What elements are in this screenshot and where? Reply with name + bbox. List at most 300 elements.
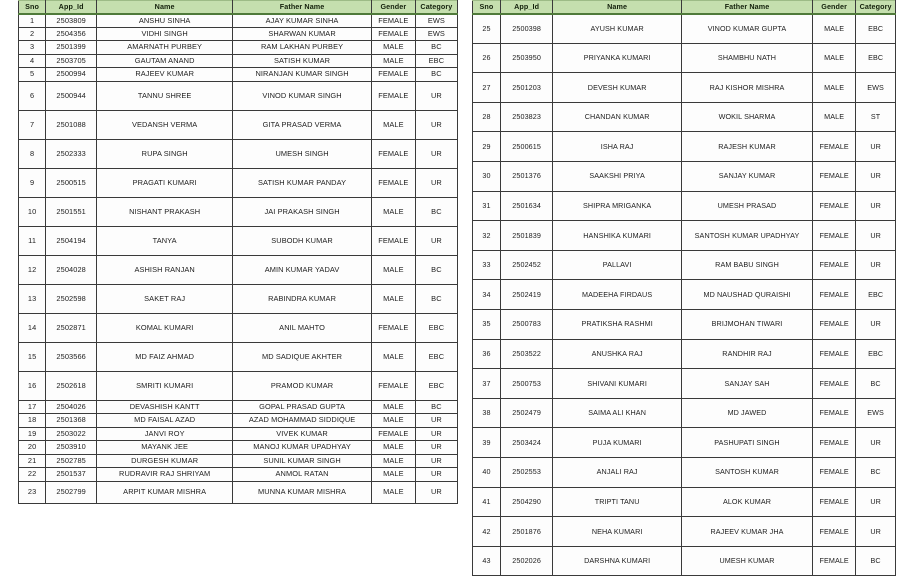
cell-gender: MALE <box>371 54 415 68</box>
cell-name: NISHANT PRAKASH <box>97 197 233 226</box>
cell-app-id: 2503823 <box>500 102 552 132</box>
table-row[interactable] <box>19 481 458 503</box>
cell-gender: MALE <box>371 342 415 371</box>
column-header-father-name[interactable]: Father Name <box>681 1 812 14</box>
cell-app-id: 2502026 <box>500 546 552 576</box>
left-table-pane <box>0 0 462 506</box>
cell-gender: FEMALE <box>371 139 415 168</box>
cell-father-name: SUBODH KUMAR <box>233 226 372 255</box>
table-row[interactable] <box>19 197 458 226</box>
table-row[interactable] <box>473 339 896 369</box>
cell-app-id: 2502479 <box>500 398 552 428</box>
column-header-sno[interactable]: Sno <box>19 1 46 14</box>
cell-sno: 43 <box>473 546 501 576</box>
cell-category: BC <box>415 255 457 284</box>
cell-name: JANVI ROY <box>97 427 233 441</box>
table-row[interactable] <box>473 369 896 399</box>
cell-app-id: 2503424 <box>500 428 552 458</box>
table-row[interactable] <box>473 221 896 251</box>
cell-category: ST <box>856 102 896 132</box>
cell-gender: MALE <box>371 41 415 55</box>
cell-app-id: 2503910 <box>46 441 97 455</box>
cell-name: DEVASHISH KANTT <box>97 400 233 414</box>
table-row[interactable] <box>473 132 896 162</box>
cell-gender: FEMALE <box>813 369 856 399</box>
table-row[interactable] <box>19 342 458 371</box>
cell-sno: 37 <box>473 369 501 399</box>
cell-father-name: ALOK KUMAR <box>681 487 812 517</box>
table-row[interactable] <box>19 400 458 414</box>
cell-gender: FEMALE <box>813 428 856 458</box>
cell-name: ASHISH RANJAN <box>97 255 233 284</box>
table-row[interactable] <box>19 81 458 110</box>
cell-gender: FEMALE <box>813 546 856 576</box>
cell-father-name: MANOJ KUMAR UPADHYAY <box>233 441 372 455</box>
cell-sno: 34 <box>473 280 501 310</box>
cell-father-name: SANJAY KUMAR <box>681 161 812 191</box>
cell-gender: MALE <box>371 284 415 313</box>
cell-category: EBC <box>415 371 457 400</box>
cell-gender: FEMALE <box>371 14 415 28</box>
cell-gender: FEMALE <box>813 132 856 162</box>
cell-name: NEHA KUMARI <box>553 517 682 547</box>
cell-app-id: 2501551 <box>46 197 97 226</box>
cell-app-id: 2501368 <box>46 414 97 428</box>
cell-name: ANUSHKA RAJ <box>553 339 682 369</box>
cell-name: RUDRAVIR RAJ SHRIYAM <box>97 468 233 482</box>
cell-gender: FEMALE <box>371 168 415 197</box>
cell-gender: MALE <box>371 400 415 414</box>
table-row[interactable] <box>473 73 896 103</box>
cell-name: VIDHI SINGH <box>97 27 233 41</box>
cell-name: RAJEEV KUMAR <box>97 68 233 82</box>
cell-category: UR <box>856 132 896 162</box>
table-row[interactable] <box>473 43 896 73</box>
cell-sno: 26 <box>473 43 501 73</box>
cell-sno: 3 <box>19 41 46 55</box>
cell-category: UR <box>415 427 457 441</box>
cell-name: ANSHU SINHA <box>97 14 233 28</box>
cell-name: MD FAIZ AHMAD <box>97 342 233 371</box>
column-header-sno[interactable]: Sno <box>473 1 501 14</box>
cell-father-name: VINOD KUMAR GUPTA <box>681 14 812 44</box>
cell-category: BC <box>415 68 457 82</box>
cell-name: ARPIT KUMAR MISHRA <box>97 481 233 503</box>
cell-sno: 16 <box>19 371 46 400</box>
table-row[interactable] <box>473 102 896 132</box>
cell-name: TANYA <box>97 226 233 255</box>
cell-gender: FEMALE <box>813 457 856 487</box>
cell-father-name: UMESH SINGH <box>233 139 372 168</box>
cell-father-name: JAI PRAKASH SINGH <box>233 197 372 226</box>
cell-sno: 23 <box>19 481 46 503</box>
cell-father-name: SANTOSH KUMAR <box>681 457 812 487</box>
cell-sno: 5 <box>19 68 46 82</box>
table-body-left <box>19 14 458 504</box>
table-row[interactable] <box>19 427 458 441</box>
cell-app-id: 2502452 <box>500 250 552 280</box>
cell-app-id: 2500944 <box>46 81 97 110</box>
cell-sno: 42 <box>473 517 501 547</box>
table-row[interactable] <box>19 14 458 28</box>
cell-gender: MALE <box>813 73 856 103</box>
cell-name: TANNU SHREE <box>97 81 233 110</box>
cell-sno: 6 <box>19 81 46 110</box>
table-row[interactable] <box>473 309 896 339</box>
cell-category: UR <box>856 517 896 547</box>
cell-category: BC <box>415 41 457 55</box>
cell-name: CHANDAN KUMAR <box>553 102 682 132</box>
cell-father-name: MD SADIQUE AKHTER <box>233 342 372 371</box>
cell-gender: FEMALE <box>813 398 856 428</box>
column-header-category[interactable]: Category <box>856 1 896 14</box>
table-row[interactable] <box>19 441 458 455</box>
cell-category: EWS <box>415 14 457 28</box>
cell-app-id: 2502799 <box>46 481 97 503</box>
cell-father-name: SHAMBHU NATH <box>681 43 812 73</box>
column-header-father-name[interactable]: Father Name <box>233 1 372 14</box>
cell-app-id: 2502785 <box>46 454 97 468</box>
cell-app-id: 2501088 <box>46 110 97 139</box>
cell-sno: 14 <box>19 313 46 342</box>
cell-name: PRATIKSHA RASHMI <box>553 309 682 339</box>
cell-category: UR <box>856 309 896 339</box>
table-row[interactable] <box>473 14 896 44</box>
cell-sno: 1 <box>19 14 46 28</box>
cell-father-name: ANMOL RATAN <box>233 468 372 482</box>
cell-father-name: SATISH KUMAR <box>233 54 372 68</box>
cell-name: AYUSH KUMAR <box>553 14 682 44</box>
column-header-gender[interactable]: Gender <box>813 1 856 14</box>
cell-gender: FEMALE <box>813 339 856 369</box>
cell-category: BC <box>415 284 457 313</box>
cell-father-name: RAJ KISHOR MISHRA <box>681 73 812 103</box>
table-row[interactable] <box>19 255 458 284</box>
column-header-app-id[interactable]: App_Id <box>46 1 97 14</box>
cell-app-id: 2500753 <box>500 369 552 399</box>
column-header-name[interactable]: Name <box>97 1 233 14</box>
cell-gender: FEMALE <box>813 191 856 221</box>
cell-gender: FEMALE <box>813 517 856 547</box>
table-row[interactable] <box>473 487 896 517</box>
cell-app-id: 2500783 <box>500 309 552 339</box>
cell-name: MADEEHA FIRDAUS <box>553 280 682 310</box>
cell-app-id: 2502553 <box>500 457 552 487</box>
cell-father-name: VIVEK KUMAR <box>233 427 372 441</box>
cell-category: BC <box>856 369 896 399</box>
cell-gender: FEMALE <box>371 313 415 342</box>
cell-sno: 30 <box>473 161 501 191</box>
cell-category: UR <box>856 428 896 458</box>
cell-category: EBC <box>415 313 457 342</box>
cell-name: RUPA SINGH <box>97 139 233 168</box>
cell-sno: 18 <box>19 414 46 428</box>
cell-category: EBC <box>856 43 896 73</box>
table-row[interactable] <box>473 280 896 310</box>
cell-sno: 36 <box>473 339 501 369</box>
cell-gender: MALE <box>813 102 856 132</box>
cell-father-name: AZAD MOHAMMAD SIDDIQUE <box>233 414 372 428</box>
cell-app-id: 2501376 <box>500 161 552 191</box>
cell-name: VEDANSH VERMA <box>97 110 233 139</box>
cell-name: SAIMA ALI KHAN <box>553 398 682 428</box>
cell-father-name: GITA PRASAD VERMA <box>233 110 372 139</box>
cell-category: UR <box>856 250 896 280</box>
cell-father-name: PASHUPATI SINGH <box>681 428 812 458</box>
cell-father-name: RAM LAKHAN PURBEY <box>233 41 372 55</box>
cell-category: EBC <box>856 14 896 44</box>
cell-category: UR <box>415 441 457 455</box>
cell-category: EBC <box>856 280 896 310</box>
table-row[interactable] <box>473 428 896 458</box>
cell-sno: 19 <box>19 427 46 441</box>
column-header-name[interactable]: Name <box>553 1 682 14</box>
cell-father-name: SHARWAN KUMAR <box>233 27 372 41</box>
cell-sno: 20 <box>19 441 46 455</box>
cell-category: UR <box>415 414 457 428</box>
cell-name: PUJA KUMARI <box>553 428 682 458</box>
table-row[interactable] <box>473 398 896 428</box>
table-row[interactable] <box>19 110 458 139</box>
cell-name: PRIYANKA KUMARI <box>553 43 682 73</box>
table-row[interactable] <box>19 371 458 400</box>
column-header-gender[interactable]: Gender <box>371 1 415 14</box>
table-row[interactable] <box>19 414 458 428</box>
cell-father-name: MUNNA KUMAR MISHRA <box>233 481 372 503</box>
cell-name: AMARNATH PURBEY <box>97 41 233 55</box>
cell-name: SHIPRA MRIGANKA <box>553 191 682 221</box>
cell-sno: 29 <box>473 132 501 162</box>
cell-sno: 40 <box>473 457 501 487</box>
cell-father-name: RAJEEV KUMAR JHA <box>681 517 812 547</box>
cell-sno: 41 <box>473 487 501 517</box>
cell-sno: 31 <box>473 191 501 221</box>
cell-sno: 27 <box>473 73 501 103</box>
cell-name: KOMAL KUMARI <box>97 313 233 342</box>
cell-app-id: 2503705 <box>46 54 97 68</box>
table-row[interactable] <box>19 139 458 168</box>
cell-name: GAUTAM ANAND <box>97 54 233 68</box>
cell-father-name: RAJESH KUMAR <box>681 132 812 162</box>
cell-name: HANSHIKA KUMARI <box>553 221 682 251</box>
cell-father-name: AMIN KUMAR YADAV <box>233 255 372 284</box>
cell-sno: 15 <box>19 342 46 371</box>
cell-name: PRAGATI KUMARI <box>97 168 233 197</box>
table-row[interactable] <box>19 27 458 41</box>
cell-category: BC <box>856 546 896 576</box>
cell-app-id: 2504194 <box>46 226 97 255</box>
applicants-table-left <box>18 0 458 504</box>
cell-category: UR <box>415 139 457 168</box>
cell-app-id: 2503809 <box>46 14 97 28</box>
cell-father-name: MD JAWED <box>681 398 812 428</box>
cell-gender: MALE <box>371 255 415 284</box>
cell-app-id: 2503566 <box>46 342 97 371</box>
cell-category: UR <box>856 191 896 221</box>
table-row[interactable] <box>19 454 458 468</box>
table-row[interactable] <box>473 517 896 547</box>
table-row[interactable] <box>473 457 896 487</box>
cell-name: DURGESH KUMAR <box>97 454 233 468</box>
cell-app-id: 2503950 <box>500 43 552 73</box>
cell-category: BC <box>415 197 457 226</box>
cell-category: UR <box>415 110 457 139</box>
cell-category: UR <box>856 221 896 251</box>
cell-app-id: 2502333 <box>46 139 97 168</box>
cell-father-name: MD NAUSHAD QURAISHI <box>681 280 812 310</box>
cell-gender: MALE <box>371 481 415 503</box>
cell-sno: 2 <box>19 27 46 41</box>
cell-name: SMRITI KUMARI <box>97 371 233 400</box>
cell-gender: MALE <box>371 454 415 468</box>
cell-sno: 35 <box>473 309 501 339</box>
cell-category: UR <box>415 481 457 503</box>
table-header-left <box>19 1 458 14</box>
cell-gender: MALE <box>371 110 415 139</box>
cell-sno: 4 <box>19 54 46 68</box>
cell-name: ISHA RAJ <box>553 132 682 162</box>
table-header-right <box>473 1 896 14</box>
cell-father-name: RAM BABU SINGH <box>681 250 812 280</box>
cell-category: UR <box>415 468 457 482</box>
cell-gender: MALE <box>371 468 415 482</box>
cell-sno: 39 <box>473 428 501 458</box>
cell-name: DARSHNA KUMARI <box>553 546 682 576</box>
cell-category: EWS <box>856 73 896 103</box>
cell-sno: 33 <box>473 250 501 280</box>
cell-name: MD FAISAL AZAD <box>97 414 233 428</box>
cell-name: SAAKSHI PRIYA <box>553 161 682 191</box>
cell-gender: FEMALE <box>813 280 856 310</box>
cell-sno: 10 <box>19 197 46 226</box>
cell-app-id: 2502871 <box>46 313 97 342</box>
cell-app-id: 2502618 <box>46 371 97 400</box>
cell-father-name: RANDHIR RAJ <box>681 339 812 369</box>
cell-category: BC <box>415 400 457 414</box>
column-header-app-id[interactable]: App_Id <box>500 1 552 14</box>
cell-sno: 13 <box>19 284 46 313</box>
cell-category: EWS <box>856 398 896 428</box>
cell-app-id: 2501399 <box>46 41 97 55</box>
cell-sno: 8 <box>19 139 46 168</box>
cell-gender: FEMALE <box>371 68 415 82</box>
cell-app-id: 2504026 <box>46 400 97 414</box>
cell-category: UR <box>415 226 457 255</box>
table-row[interactable] <box>19 284 458 313</box>
table-gutter <box>462 0 470 506</box>
cell-app-id: 2500615 <box>500 132 552 162</box>
cell-father-name: SATISH KUMAR PANDAY <box>233 168 372 197</box>
cell-gender: FEMALE <box>371 371 415 400</box>
table-row[interactable] <box>19 168 458 197</box>
cell-app-id: 2502419 <box>500 280 552 310</box>
cell-gender: FEMALE <box>813 309 856 339</box>
cell-app-id: 2500515 <box>46 168 97 197</box>
cell-app-id: 2500994 <box>46 68 97 82</box>
cell-name: ANJALI RAJ <box>553 457 682 487</box>
cell-gender: MALE <box>813 14 856 44</box>
header-row <box>473 1 896 14</box>
cell-father-name: UMESH PRASAD <box>681 191 812 221</box>
cell-app-id: 2504290 <box>500 487 552 517</box>
cell-app-id: 2503522 <box>500 339 552 369</box>
cell-category: BC <box>856 457 896 487</box>
cell-sno: 25 <box>473 14 501 44</box>
cell-name: TRIPTI TANU <box>553 487 682 517</box>
cell-app-id: 2501634 <box>500 191 552 221</box>
cell-father-name: VINOD KUMAR SINGH <box>233 81 372 110</box>
cell-father-name: UMESH KUMAR <box>681 546 812 576</box>
header-row <box>19 1 458 14</box>
cell-sno: 38 <box>473 398 501 428</box>
cell-gender: FEMALE <box>813 250 856 280</box>
cell-app-id: 2501876 <box>500 517 552 547</box>
table-row[interactable] <box>19 226 458 255</box>
table-row[interactable] <box>473 250 896 280</box>
cell-father-name: PRAMOD KUMAR <box>233 371 372 400</box>
cell-gender: FEMALE <box>371 226 415 255</box>
cell-sno: 11 <box>19 226 46 255</box>
cell-father-name: BRIJMOHAN TIWARI <box>681 309 812 339</box>
table-row[interactable] <box>473 161 896 191</box>
table-row[interactable] <box>19 41 458 55</box>
cell-name: MAYANK JEE <box>97 441 233 455</box>
cell-sno: 9 <box>19 168 46 197</box>
cell-father-name: WOKIL SHARMA <box>681 102 812 132</box>
cell-father-name: SANJAY SAH <box>681 369 812 399</box>
table-row[interactable] <box>473 191 896 221</box>
table-row[interactable] <box>473 546 896 576</box>
cell-father-name: AJAY KUMAR SINHA <box>233 14 372 28</box>
table-row[interactable] <box>19 468 458 482</box>
cell-father-name: RABINDRA KUMAR <box>233 284 372 313</box>
cell-gender: MALE <box>371 197 415 226</box>
cell-app-id: 2500398 <box>500 14 552 44</box>
applicants-table-right <box>472 0 896 576</box>
cell-gender: FEMALE <box>371 427 415 441</box>
cell-gender: MALE <box>813 43 856 73</box>
cell-app-id: 2503022 <box>46 427 97 441</box>
cell-sno: 12 <box>19 255 46 284</box>
cell-category: UR <box>415 454 457 468</box>
cell-name: PALLAVI <box>553 250 682 280</box>
column-header-category[interactable]: Category <box>415 1 457 14</box>
cell-gender: FEMALE <box>371 81 415 110</box>
cell-name: SHIVANI KUMARI <box>553 369 682 399</box>
cell-app-id: 2501839 <box>500 221 552 251</box>
cell-father-name: ANIL MAHTO <box>233 313 372 342</box>
cell-category: EBC <box>856 339 896 369</box>
cell-sno: 22 <box>19 468 46 482</box>
cell-category: UR <box>856 161 896 191</box>
table-row[interactable] <box>19 68 458 82</box>
cell-gender: FEMALE <box>371 27 415 41</box>
cell-category: EWS <box>415 27 457 41</box>
cell-app-id: 2501537 <box>46 468 97 482</box>
cell-app-id: 2502598 <box>46 284 97 313</box>
cell-app-id: 2504028 <box>46 255 97 284</box>
cell-category: UR <box>856 487 896 517</box>
right-table-pane <box>470 0 900 566</box>
table-row[interactable] <box>19 313 458 342</box>
cell-father-name: SUNIL KUMAR SINGH <box>233 454 372 468</box>
cell-app-id: 2504356 <box>46 27 97 41</box>
cell-sno: 28 <box>473 102 501 132</box>
cell-category: EBC <box>415 342 457 371</box>
cell-father-name: SANTOSH KUMAR UPADHYAY <box>681 221 812 251</box>
table-body-right <box>473 14 896 576</box>
table-row[interactable] <box>19 54 458 68</box>
